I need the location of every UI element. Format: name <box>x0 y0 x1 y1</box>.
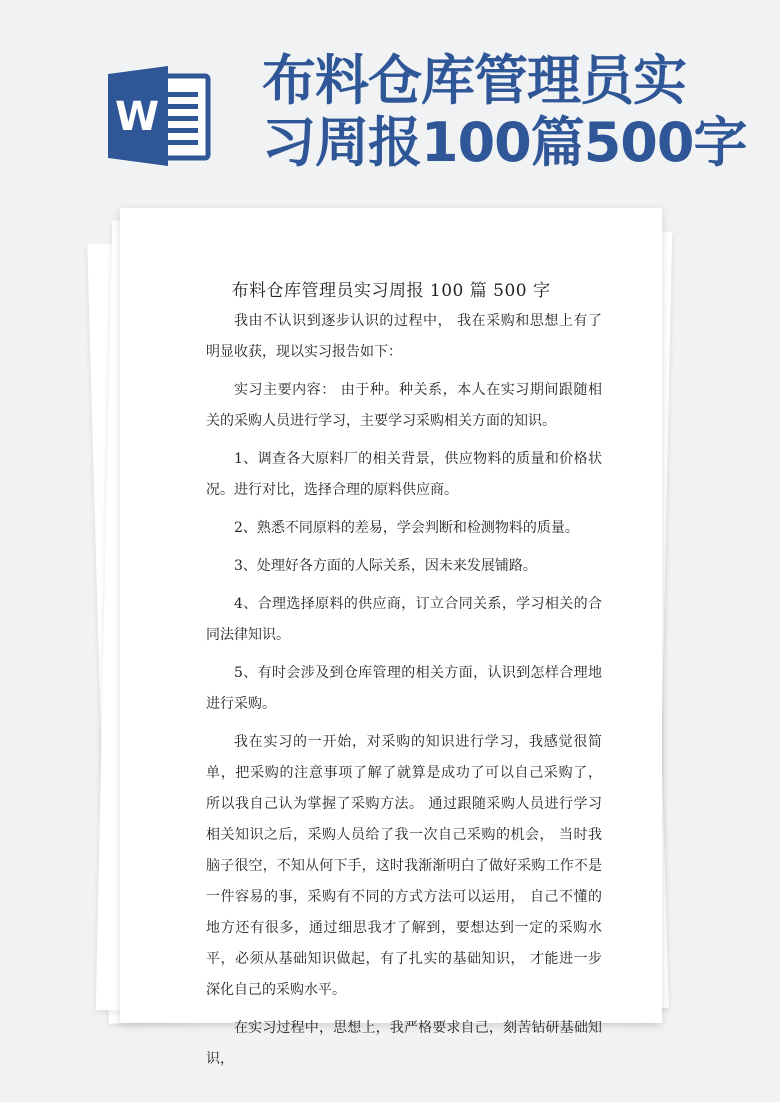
document-page <box>120 208 662 1067</box>
banner-title <box>262 50 762 174</box>
paragraph: 我在实习的一开始，对采购的知识进行学习，我感觉很简单，把采购的注意事项了解了就算是成功了可以自己采购了， 所以我自己认为掌握了采购方法。 通过跟随采购人员进行学习相关知识之后，采购人员给了我一次自己采购的机会， 当时我脑子很空，不知从何下手，这时我渐渐明白了做好采购工作不是一件容易的事，采购有不同的方式方法可以运用， 自己不懂的地方还有很多，通过细思我才了解到，要想达到一定的采购水平，必须从基础知识做起，有了扎实的基础知识， 才能进一步深化自己的采购水平。 <box>206 734 602 998</box>
paragraph: 5、有时会涉及到仓库管理的相关方面，认识到怎样合理地进行采购。 <box>206 665 602 712</box>
document-title: 布料仓库管理员实习周报 100 篇 500 字 <box>231 281 551 301</box>
word-icon-letter: W <box>114 94 160 140</box>
paragraph: 3、处理好各方面的人际关系，因未来发展铺路。 <box>234 558 537 574</box>
paragraph: 4、合理选择原料的供应商，订立合同关系，学习相关的合同法律知识。 <box>206 596 602 643</box>
paragraph: 2、熟悉不同原料的差易，学会判断和检测物料的质量。 <box>234 520 579 536</box>
paragraph: 我由不认识到逐步认识的过程中， 我在采购和思想上有了明显收获，现以实习报告如下： <box>206 313 602 360</box>
document-body <box>206 306 602 1082</box>
paragraph: 实习主要内容： 由于种。种关系，本人在实习期间跟随相关的采购人员进行学习，主要学习采购相关方面的知识。 <box>206 382 602 429</box>
paragraph: 1、调查各大原料厂的相关背景，供应物料的质量和价格状况。进行对比，选择合理的原料供应商。 <box>206 451 602 498</box>
word-doc-icon <box>108 64 212 168</box>
header-banner <box>0 0 780 200</box>
banner-title-line1: 布料仓库管理员实 <box>262 49 686 112</box>
paragraph: 在实习过程中，思想上，我严格要求自己，刻苦钻研基础知识， <box>206 1020 602 1067</box>
banner-title-line2: 习周报100篇500字 <box>262 111 747 174</box>
